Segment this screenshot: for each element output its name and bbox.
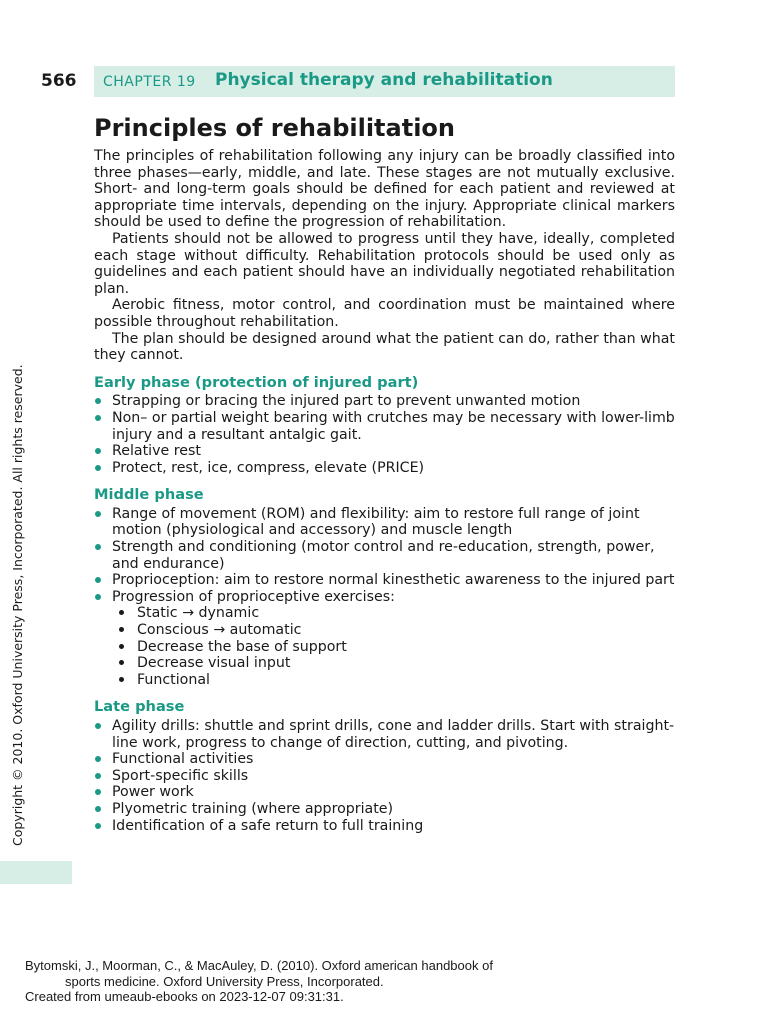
list-item [94, 572, 675, 589]
citation-line: sports medicine. Oxford University Press, Incorporated. [65, 973, 384, 989]
list-item-text: Proprioception: aim to restore normal kinesthetic awareness to the injured part [112, 572, 675, 589]
list-item-text: Strapping or bracing the injured part to prevent unwanted motion [112, 393, 581, 410]
bullet-icon [95, 415, 101, 421]
proprioceptive-sublist [94, 605, 675, 688]
bullet-icon [95, 577, 101, 583]
created-line: Created from umeaub-ebooks on 2023-12-07 09:31:31. [25, 989, 344, 1004]
bullet-icon [95, 594, 101, 600]
list-item [94, 460, 675, 477]
bullet-icon [95, 544, 101, 550]
bullet-icon [95, 465, 101, 471]
bullet-icon [95, 756, 101, 762]
list-item-text: Functional activities [112, 751, 254, 768]
list-item-text: Identification of a safe return to full training [112, 817, 424, 834]
list-item [94, 818, 675, 835]
sub-list-item-text: Decrease visual input [137, 655, 291, 672]
sub-list-item-text: Conscious → automatic [137, 622, 302, 639]
early-phase-list [94, 393, 675, 476]
page-number: 566 [41, 71, 77, 91]
list-item [94, 443, 675, 460]
late-phase-heading: Late phase [94, 698, 185, 716]
intro-paragraph: Patients should not be allowed to progress until they have, ideally, completed each stage without difficulty. Rehabilitation protocols should be used only as guidelines and each patient should have an individually negotiated rehabilitation plan. [94, 230, 675, 297]
list-item [94, 410, 675, 443]
copyright-notice: Copyright © 2010. Oxford University Press, Incorporated. All rights reserved. [10, 364, 25, 846]
sub-bullet-icon [119, 610, 124, 615]
sub-list-item-text: Functional [137, 671, 210, 688]
sub-list-item [94, 605, 675, 622]
intro-paragraph: Aerobic fitness, motor control, and coordination must be maintained where possible throughout rehabilitation. [94, 297, 675, 330]
list-item-text: Relative rest [112, 443, 201, 460]
bullet-icon [95, 773, 101, 779]
middle-phase-list [94, 506, 675, 606]
bullet-icon [95, 723, 101, 729]
late-phase-list [94, 718, 675, 834]
sub-list-item-text: Decrease the base of support [137, 638, 347, 655]
page-title: Principles of rehabilitation [94, 114, 455, 142]
list-item [94, 506, 675, 539]
sub-list-item-text: Static → dynamic [137, 605, 260, 622]
list-item-text: Sport-specific skills [112, 767, 249, 784]
middle-phase-heading: Middle phase [94, 486, 204, 504]
list-item [94, 768, 675, 785]
list-item [94, 539, 675, 572]
list-item [94, 801, 675, 818]
list-item [94, 393, 675, 410]
list-item [94, 784, 675, 801]
list-item-text: Agility drills: shuttle and sprint drills, cone and ladder drills. Start with straight-line work, progress to change of direction, cutting, and pivoting. [112, 718, 675, 751]
list-item-text: Protect, rest, ice, compress, elevate (PRICE) [112, 459, 425, 476]
bullet-icon [95, 823, 101, 829]
list-item-text: Range of movement (ROM) and flexibility: aim to restore full range of joint motion (physiological and accessory) and muscle length [112, 505, 640, 539]
sub-list-item [94, 622, 675, 639]
list-item-text: Progression of proprioceptive exercises: [112, 588, 395, 605]
citation-line: Bytomski, J., Moorman, C., & MacAuley, D. (2010). Oxford american handbook of [25, 958, 493, 973]
chapter-label: CHAPTER 19 [103, 74, 196, 90]
list-item [94, 751, 675, 768]
bullet-icon [95, 448, 101, 454]
intro-paragraph: The principles of rehabilitation following any injury can be broadly classified into three phases—early, middle, and late. These stages are not mutually exclusive. Short- and long-term goals should be defined for each patient and reviewed at appropriate time intervals, depending on the injury. Appropriate clinical markers should be used to define the progression of rehabilitation. [94, 148, 675, 231]
chapter-title: Physical therapy and rehabilitation [215, 70, 553, 90]
list-item-text: Non– or partial weight bearing with crutches may be necessary with lower-limb injury and a resultant antalgic gait. [112, 409, 675, 443]
chapter-header [94, 66, 675, 97]
intro-paragraph: The plan should be designed around what the patient can do, rather than what they cannot. [94, 330, 675, 364]
bullet-icon [95, 806, 101, 812]
bullet-icon [95, 789, 101, 795]
footer-citation [25, 958, 645, 1005]
bullet-icon [95, 398, 101, 404]
main-content [94, 148, 675, 834]
list-item-text: Strength and conditioning (motor control and re-education, strength, power, and endurance) [112, 539, 655, 572]
sub-bullet-icon [119, 677, 124, 682]
sub-list-item [94, 655, 675, 672]
side-tab-band [0, 861, 72, 884]
early-phase-heading: Early phase (protection of injured part) [94, 373, 419, 391]
sub-bullet-icon [119, 644, 124, 649]
sub-bullet-icon [119, 660, 124, 665]
list-item-text: Plyometric training (where appropriate) [112, 800, 394, 817]
sub-list-item [94, 672, 675, 689]
list-item [94, 718, 675, 751]
sub-bullet-icon [119, 627, 124, 632]
list-item [94, 589, 675, 606]
list-item-text: Power work [112, 784, 194, 801]
sub-list-item [94, 639, 675, 656]
bullet-icon [95, 511, 101, 517]
